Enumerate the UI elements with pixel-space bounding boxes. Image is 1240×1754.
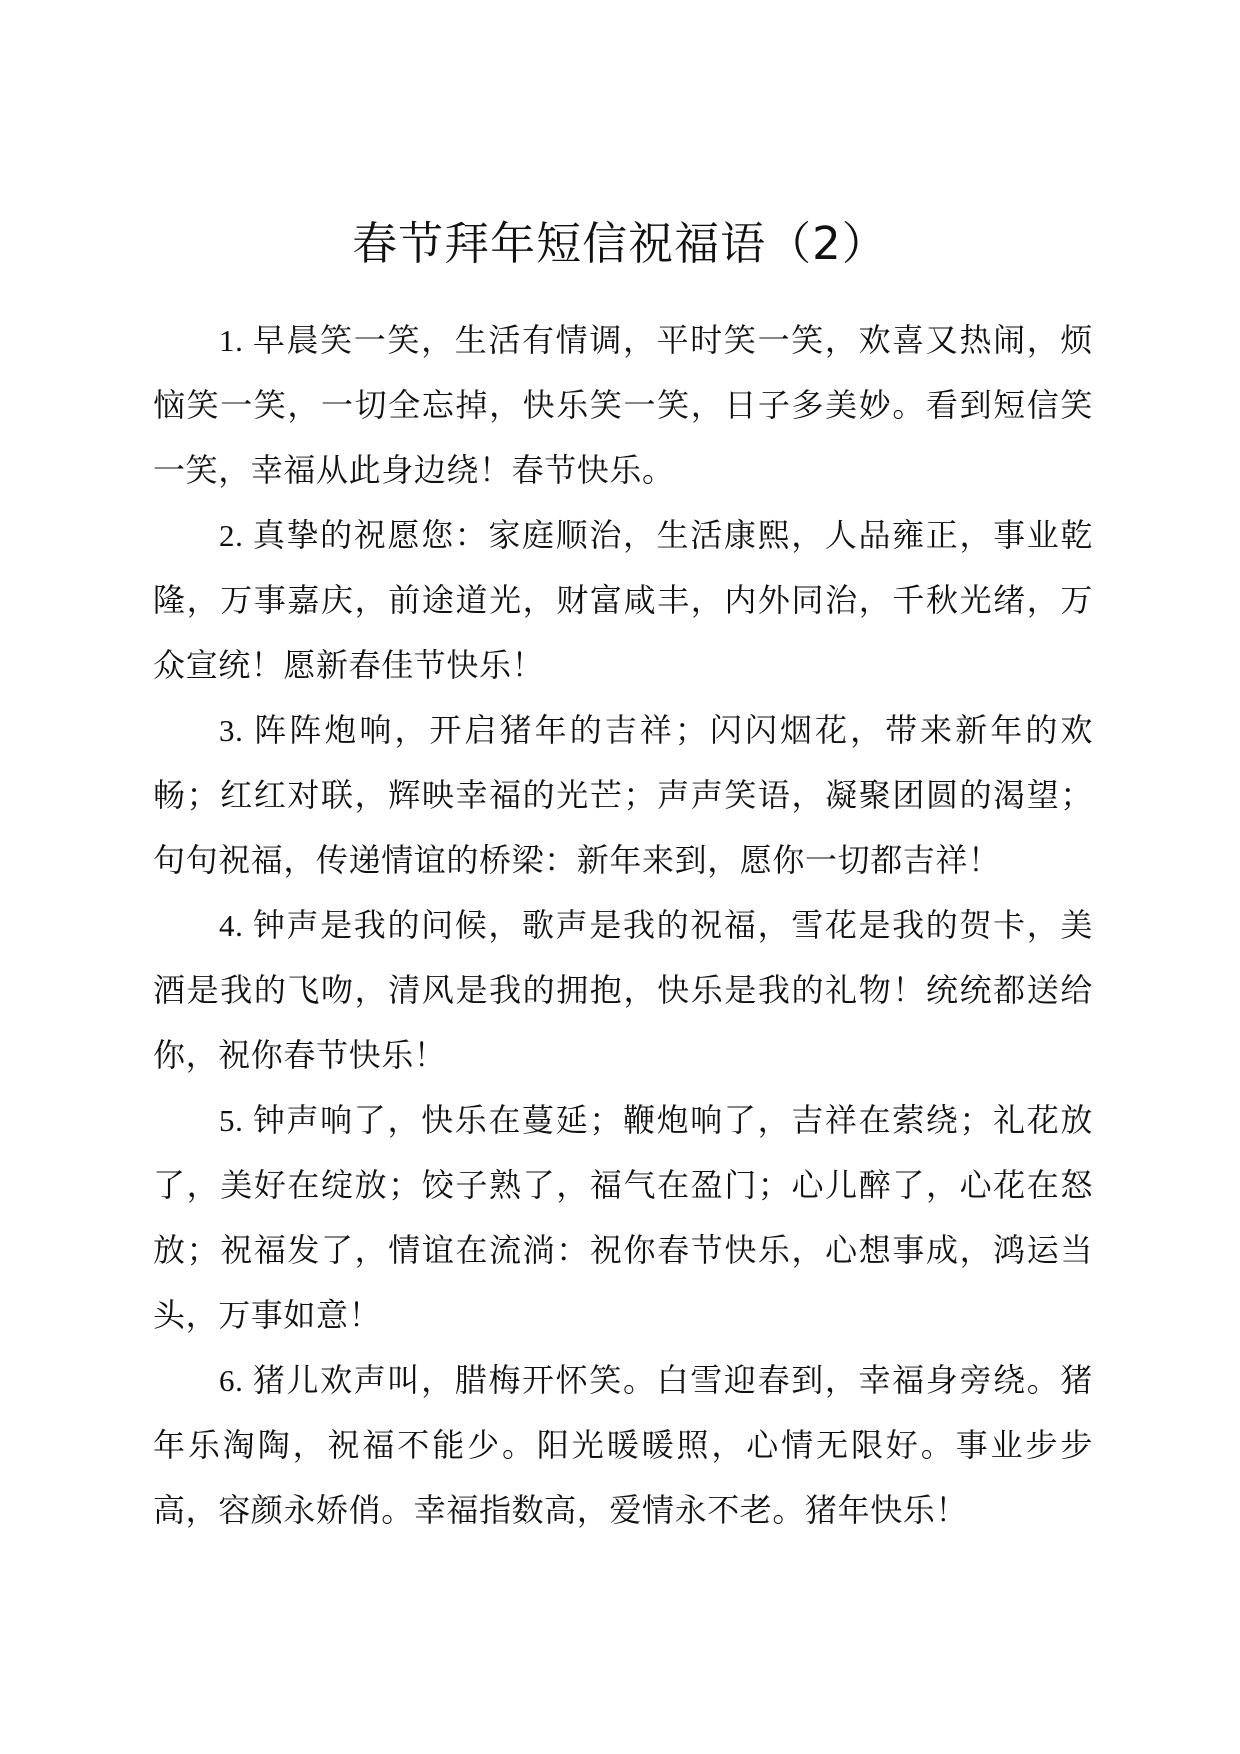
item-number: 6. — [219, 1363, 253, 1398]
list-item — [153, 698, 1093, 893]
item-number: 3. — [219, 713, 255, 748]
item-number: 4. — [219, 908, 253, 943]
list-item — [153, 308, 1093, 503]
item-number: 5. — [219, 1103, 253, 1138]
list-item — [153, 503, 1093, 698]
item-text: 真挚的祝愿您：家庭顺治，生活康熙，人品雍正，事业乾隆，万事嘉庆，前途道光，财富咸丰，内外同治，千秋光绪，万众宣统！愿新春佳节快乐！ — [153, 516, 1093, 684]
item-text: 猪儿欢声叫，腊梅开怀笑。白雪迎春到，幸福身旁绕。猪年乐淘陶，祝福不能少。阳光暖暖照，心情无限好。事业步步高，容颜永娇俏。幸福指数高，爱情永不老。猪年快乐！ — [153, 1361, 1093, 1529]
list-item — [153, 893, 1093, 1088]
item-text: 钟声是我的问候，歌声是我的祝福，雪花是我的贺卡，美酒是我的飞吻，清风是我的拥抱，快乐是我的礼物！统统都送给你，祝你春节快乐！ — [153, 906, 1093, 1074]
item-text: 阵阵炮响，开启猪年的吉祥；闪闪烟花，带来新年的欢畅；红红对联，辉映幸福的光芒；声声笑语，凝聚团圆的渴望；句句祝福，传递情谊的桥梁：新年来到，愿你一切都吉祥！ — [153, 711, 1093, 879]
list-item — [153, 1088, 1093, 1348]
item-text: 早晨笑一笑，生活有情调，平时笑一笑，欢喜又热闹，烦恼笑一笑，一切全忘掉，快乐笑一笑，日子多美妙。看到短信笑一笑，幸福从此身边绕！春节快乐。 — [153, 321, 1093, 489]
item-text: 钟声响了，快乐在蔓延；鞭炮响了，吉祥在萦绕；礼花放了，美好在绽放；饺子熟了，福气在盈门；心儿醉了，心花在怒放；祝福发了，情谊在流淌：祝你春节快乐，心想事成，鸿运当头，万事如意！ — [153, 1101, 1093, 1334]
list-item — [153, 1348, 1093, 1543]
greeting-list — [153, 308, 1093, 1543]
item-number: 2. — [219, 518, 253, 553]
page-title: 春节拜年短信祝福语（2） — [352, 217, 888, 270]
item-number: 1. — [219, 323, 253, 358]
